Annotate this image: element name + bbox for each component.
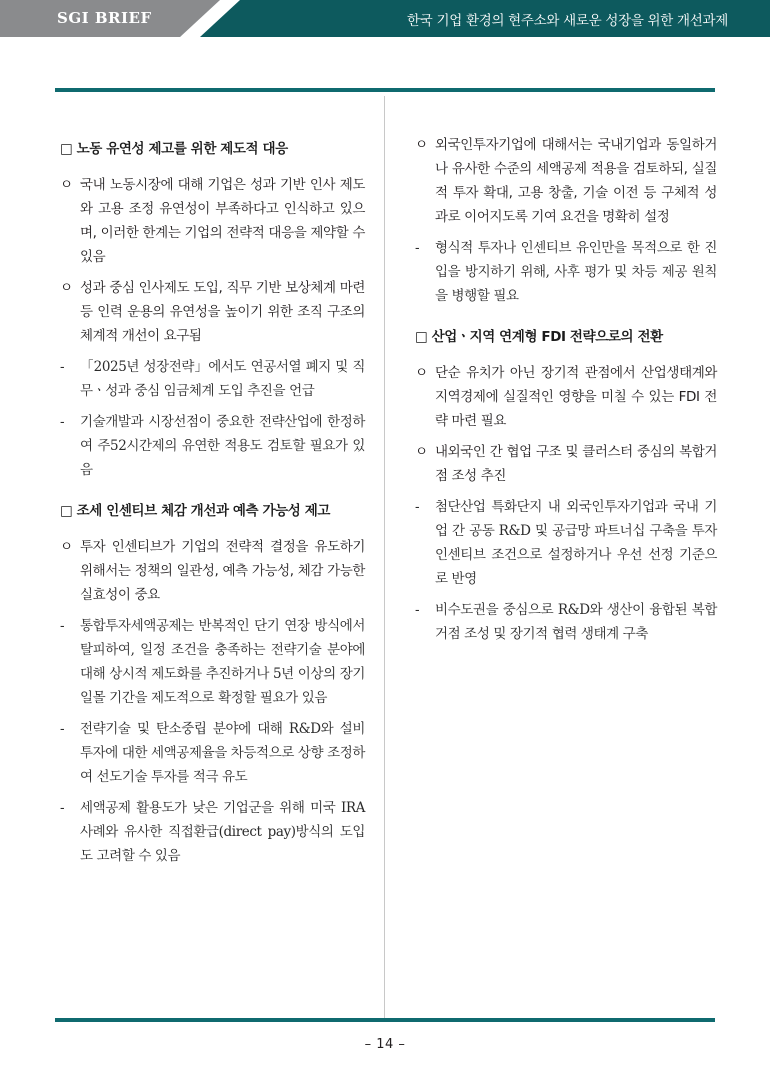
list-item-text: 비수도권을 중심으로 R&D와 생산이 융합된 복합거점 조성 및 장기적 협력 생태계 구축 — [435, 602, 717, 642]
list-item — [60, 410, 365, 482]
list-item — [60, 796, 365, 868]
list-item — [60, 173, 365, 269]
dash-bullet-icon: - — [415, 602, 420, 618]
list-item-text: 전략기술 및 탄소중립 분야에 대해 R&D와 설비 투자에 대한 세액공제율을 차등적으로 상향 조정하여 선도기술 투자를 적극 유도 — [80, 721, 365, 785]
list-item-text: 「2025년 성장전략」에서도 연공서열 폐지 및 직무ㆍ성과 중심 임금체계 도입 추진을 언급 — [80, 359, 365, 399]
section-title-fdi-strategy: □ 산업ㆍ지역 연계형 FDI 전략으로의 전환 — [415, 329, 663, 345]
list-item-text: 세액공제 활용도가 낮은 기업군을 위해 미국 IRA 사례와 유사한 직접환급(direct pay)방식의 도입도 고려할 수 있음 — [80, 800, 365, 864]
dash-bullet-icon: - — [60, 800, 65, 816]
list-item-text: 외국인투자기업에 대해서는 국내기업과 동일하거나 유사한 수준의 세액공제 적용을 검토하되, 실질적 투자 확대, 고용 창출, 기술 이전 등 구체적 성과로 이어지도록 기여 요건을 명확히 설정 — [435, 137, 717, 225]
left-column — [60, 133, 365, 875]
list-item-text: 국내 노동시장에 대해 기업은 성과 기반 인사 제도와 고용 조정 유연성이 부족하다고 인식하고 있으며, 이러한 한계는 기업의 전략적 대응을 제약할 수 있음 — [80, 177, 365, 265]
page-number: – 14 – — [364, 1037, 406, 1052]
bottom-rule — [55, 1018, 715, 1022]
dash-bullet-icon: - — [60, 414, 65, 430]
list-item-text: 형식적 투자나 인센티브 유인만을 목적으로 한 진입을 방지하기 위해, 사후 평가 및 차등 제공 원칙을 병행할 필요 — [435, 240, 717, 304]
circle-bullet-icon: ㅇ — [60, 280, 73, 296]
list-item-text: 통합투자세액공제는 반복적인 단기 연장 방식에서 탈피하여, 일정 조건을 충족하는 전략기술 분야에 대해 상시적 제도화를 추진하거나 5년 이상의 장기 일몰 기간을 제도적으로 확정할 필요가 있음 — [80, 618, 365, 706]
circle-bullet-icon: ㅇ — [415, 137, 428, 153]
top-rule — [55, 88, 715, 92]
document-title: 한국 기업 환경의 현주소와 새로운 성장을 위한 개선과제 — [407, 13, 728, 29]
section-title-tax-incentive: □ 조세 인센티브 체감 개선과 예측 가능성 제고 — [60, 503, 330, 519]
column-divider — [384, 96, 385, 1018]
list-item-text: 기술개발과 시장선점이 중요한 전략산업에 한정하여 주52시간제의 유연한 적용도 검토할 필요가 있음 — [80, 414, 365, 478]
list-item — [60, 614, 365, 710]
circle-bullet-icon: ㅇ — [60, 177, 73, 193]
list-item — [60, 276, 365, 348]
dash-bullet-icon: - — [60, 359, 65, 375]
list-item — [415, 598, 717, 646]
dash-bullet-icon: - — [60, 721, 65, 737]
dash-bullet-icon: - — [415, 499, 420, 515]
list-item-text: 단순 유치가 아닌 장기적 관점에서 산업생태계와 지역경제에 실질적인 영향을 미칠 수 있는 FDI 전략 마련 필요 — [435, 365, 717, 429]
dash-bullet-icon: - — [415, 240, 420, 256]
circle-bullet-icon: ㅇ — [415, 444, 428, 460]
section-title-labor-flexibility: □ 노동 유연성 제고를 위한 제도적 대응 — [60, 141, 288, 157]
brand-label: SGI BRIEF — [57, 9, 152, 27]
dash-bullet-icon: - — [60, 618, 65, 634]
circle-bullet-icon: ㅇ — [60, 539, 73, 555]
list-item-text: 투자 인센티브가 기업의 전략적 결정을 유도하기 위해서는 정책의 일관성, 예측 가능성, 체감 가능한 실효성이 중요 — [80, 539, 365, 603]
right-column — [415, 133, 717, 653]
list-item — [60, 355, 365, 403]
list-item — [415, 361, 717, 433]
list-item-text: 성과 중심 인사제도 도입, 직무 기반 보상체계 마련 등 인력 운용의 유연성을 높이기 위한 조직 구조의 체계적 개선이 요구됨 — [80, 280, 365, 344]
list-item — [60, 535, 365, 607]
list-item-text: 첨단산업 특화단지 내 외국인투자기업과 국내 기업 간 공동 R&D 및 공급망 파트너십 구축을 투자 인센티브 조건으로 설정하거나 우선 선정 기준으로 반영 — [435, 499, 717, 587]
list-item — [415, 133, 717, 229]
list-item — [60, 717, 365, 789]
list-item — [415, 495, 717, 591]
circle-bullet-icon: ㅇ — [415, 365, 428, 381]
list-item — [415, 236, 717, 308]
list-item-text: 내외국인 간 협업 구조 및 클러스터 중심의 복합거점 조성 추진 — [435, 444, 717, 484]
list-item — [415, 440, 717, 488]
